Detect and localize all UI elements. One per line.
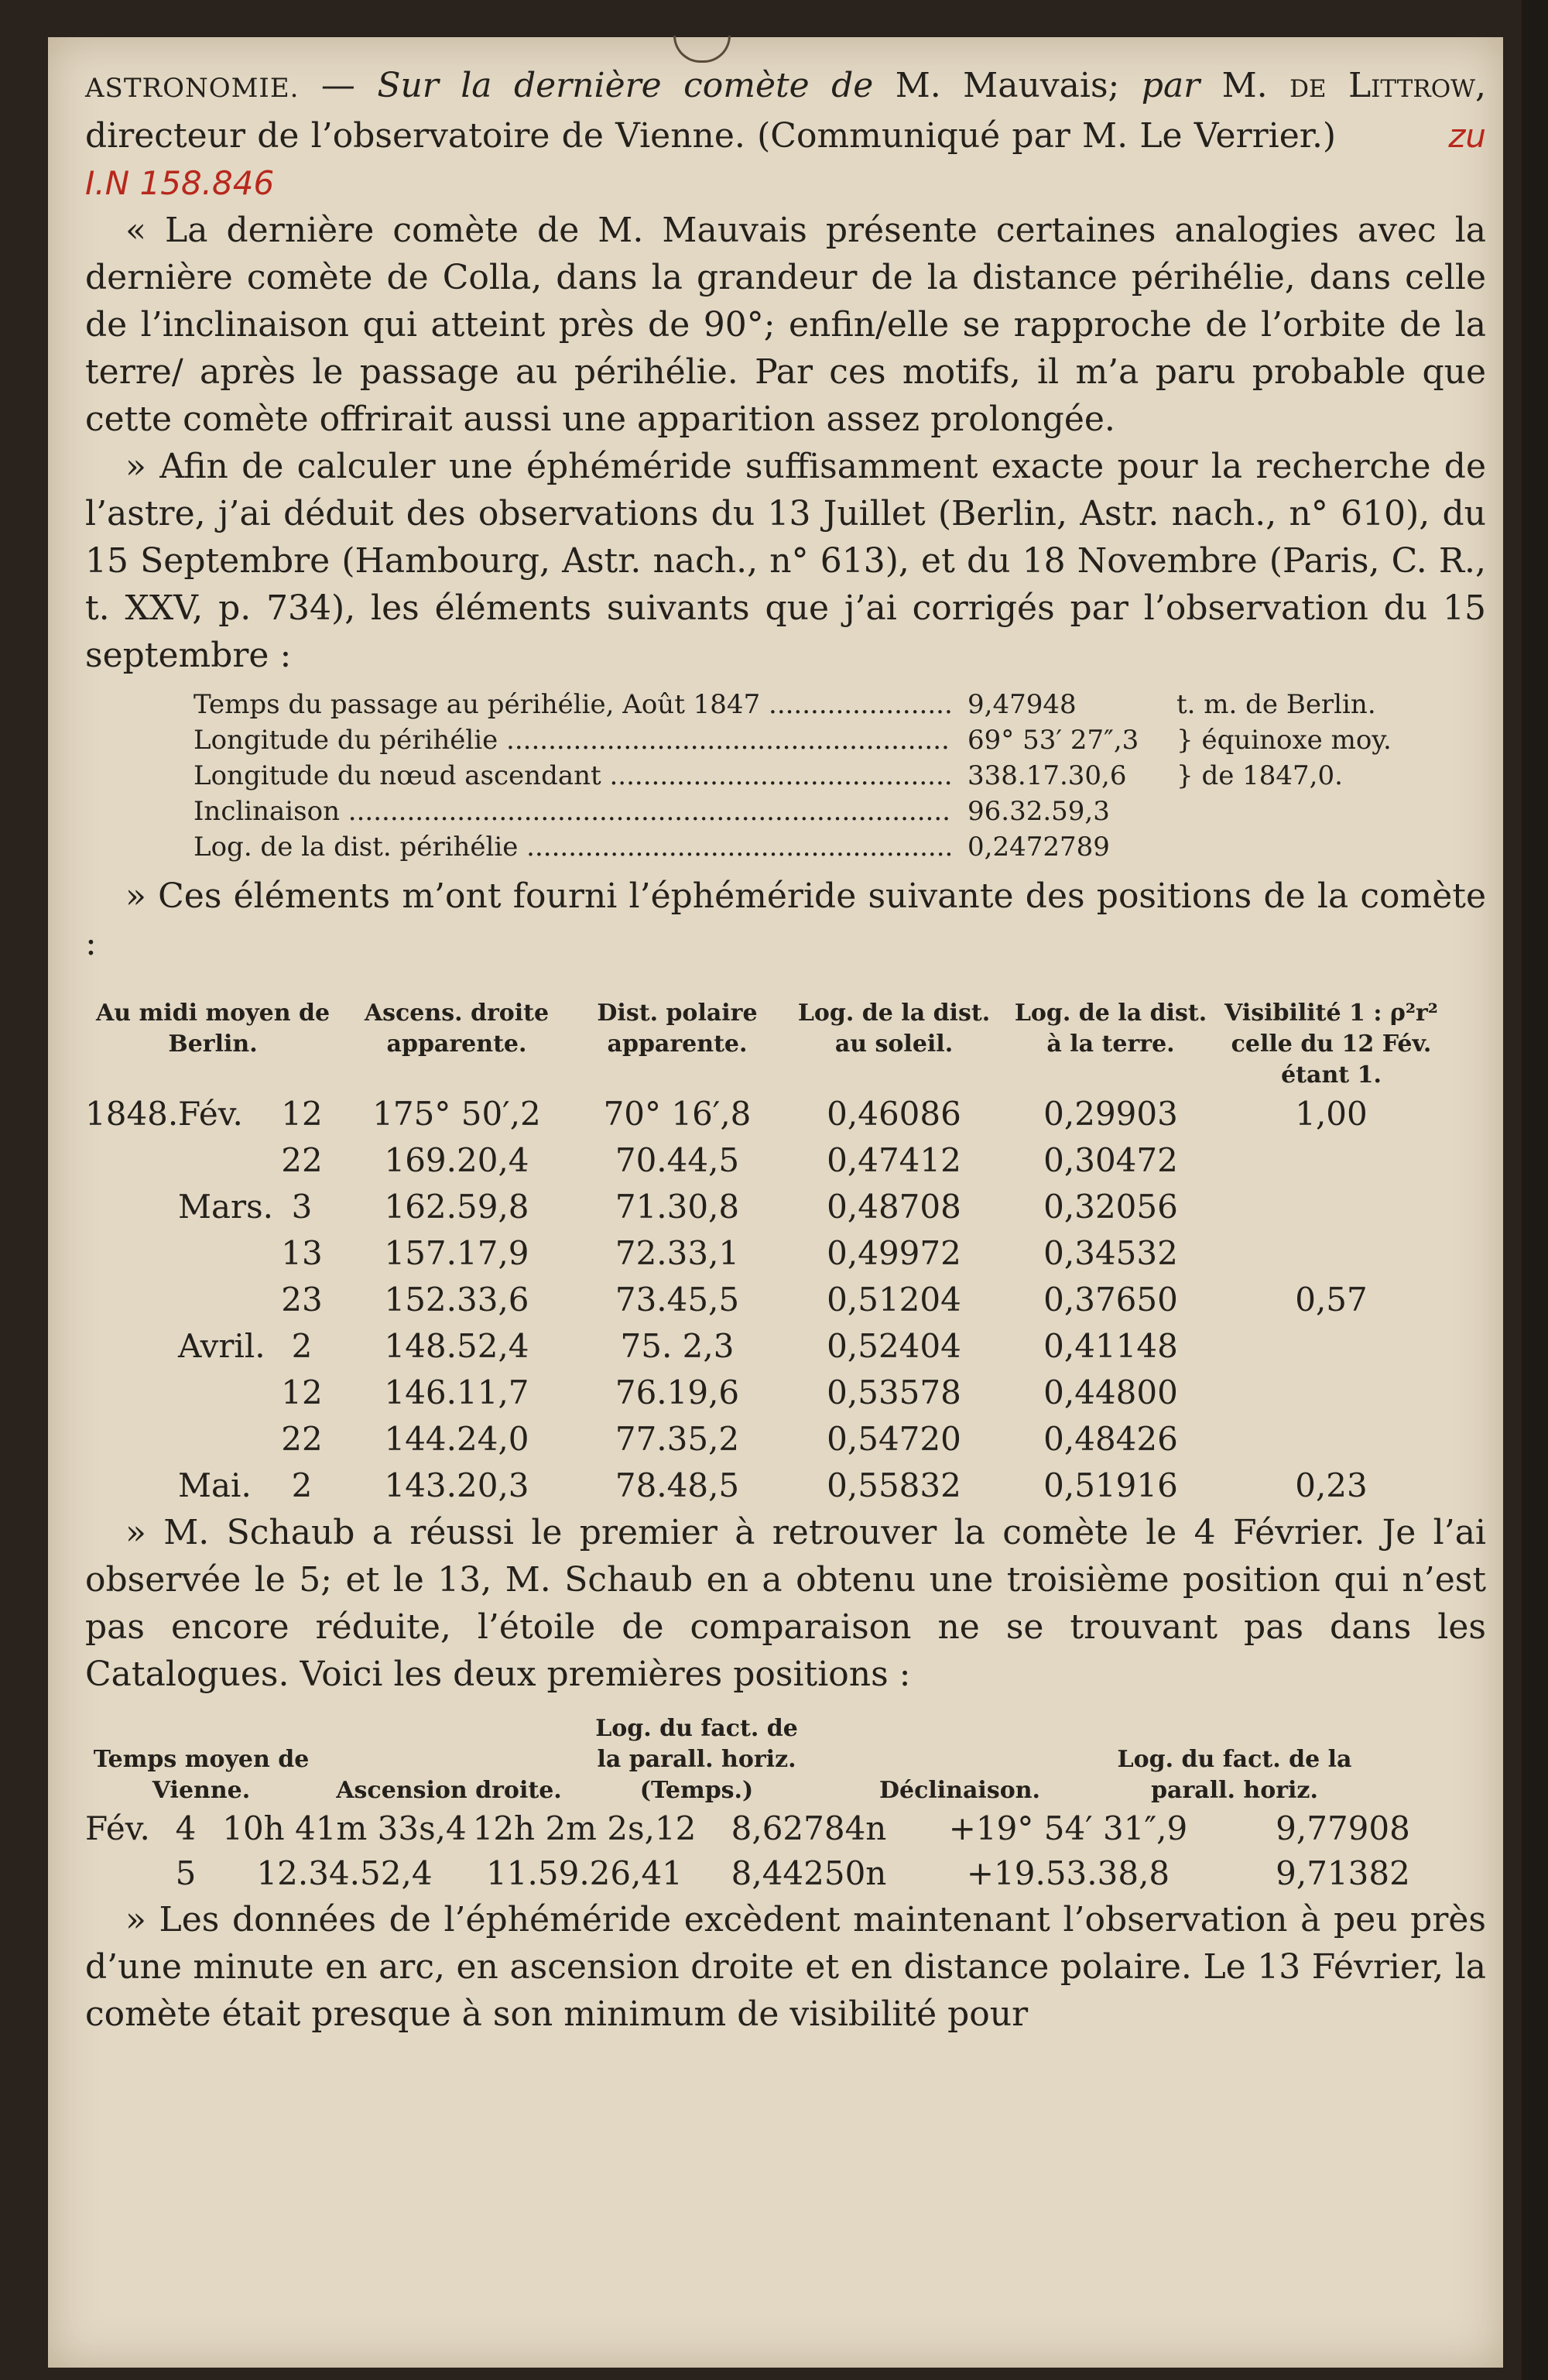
ephemeris-table xyxy=(85,998,1486,1509)
ra-cell: 146.11,7 xyxy=(384,1373,529,1411)
visibility-cell: 1,00 xyxy=(1295,1095,1368,1133)
element-value: 96.32.59,3 xyxy=(968,796,1110,827)
paragraph-1: « La dernière comète de M. Mauvais présente certaines analogies avec la dernière comète de Colla, dans la grandeur de la distance périhélie, dans celle de l’inclinaison qui atteint près de 90°; enfin/elle se rapproche de l’orbite de la terre/ après le passage au périhélie. Par ces motifs, il m’a paru probable que cette comète offrirait aussi une apparition assez prolongée. xyxy=(85,211,1486,439)
element-value: 9,47948 xyxy=(968,689,1077,720)
log-parallax-time-cell: 8,62784n xyxy=(731,1809,887,1847)
month-cell: Mars. xyxy=(178,1188,274,1226)
table-row xyxy=(85,1463,1486,1509)
day-cell: 5 xyxy=(175,1854,197,1892)
pd-cell: 70° 16′,8 xyxy=(603,1095,752,1133)
heading-line2: directeur de l’observatoire de Vienne. (Communiqué par M. Le Verrier.) xyxy=(85,116,1337,156)
element-label: Longitude du périhélie ..... xyxy=(194,722,952,758)
element-label: Longitude du nœud ascendant ..... xyxy=(194,758,952,794)
month-cell: Fév. xyxy=(178,1095,243,1133)
table-row xyxy=(85,1184,1486,1230)
time-cell: 10h 41m 33s,4 xyxy=(222,1809,467,1847)
heading-italic: Sur la dernière comète de xyxy=(377,66,874,105)
log-sun-cell: 0,47412 xyxy=(827,1141,961,1179)
log-sun-cell: 0,52404 xyxy=(827,1327,961,1365)
ra-cell: 157.17,9 xyxy=(384,1234,529,1272)
log-sun-cell: 0,48708 xyxy=(827,1188,961,1226)
document-page xyxy=(85,62,1486,2038)
pd-cell: 72.33,1 xyxy=(615,1234,740,1272)
article-heading: ASTRONOMIE. — Sur la dernière comète de M. Mauvais; par M. de Littrow, directeur de l’observatoire de Vienne. (Communiqué par M. Le Verrier.) zu I.N 158.846 xyxy=(85,66,1486,202)
log-sun-cell: 0,49972 xyxy=(827,1234,961,1272)
year-cell xyxy=(85,1323,178,1370)
pd-cell: 75. 2,3 xyxy=(620,1327,735,1365)
log-earth-cell: 0,51916 xyxy=(1043,1466,1178,1504)
declination-cell: +19° 54′ 31″,9 xyxy=(948,1809,1188,1847)
element-note: } équinoxe moy. xyxy=(1176,725,1392,756)
ra-cell: 175° 50′,2 xyxy=(372,1095,541,1133)
log-earth-cell: 0,37650 xyxy=(1043,1281,1178,1319)
element-label: Inclinaison ..... xyxy=(194,794,952,829)
col-header: Temps moyen de Vienne. xyxy=(93,1746,310,1804)
ra-cell: 162.59,8 xyxy=(384,1188,529,1226)
day-cell: 22 xyxy=(281,1141,323,1179)
year-cell xyxy=(85,1463,178,1509)
log-sun-cell: 0,53578 xyxy=(827,1373,961,1411)
col-header: Log. du fact. de la parall. horiz. (Temps.) xyxy=(595,1715,798,1804)
col-header: Log. de la dist. à la terre. xyxy=(1014,1000,1207,1058)
col-header: Au midi moyen de Berlin. xyxy=(95,1000,330,1058)
ra-cell: 143.20,3 xyxy=(384,1466,529,1504)
element-value: 69° 53′ 27″,3 xyxy=(968,725,1139,756)
year-cell xyxy=(85,1184,178,1230)
year-cell xyxy=(85,1370,178,1416)
table-row xyxy=(85,1370,1486,1416)
month-cell xyxy=(178,1230,263,1277)
day-cell: 13 xyxy=(281,1234,323,1272)
month-cell: Mai. xyxy=(178,1466,252,1504)
log-sun-cell: 0,55832 xyxy=(827,1466,961,1504)
element-row xyxy=(194,722,1486,758)
pd-cell: 71.30,8 xyxy=(615,1188,740,1226)
heading-par: par xyxy=(1141,66,1200,105)
log-parallax-cell: 9,77908 xyxy=(1276,1809,1410,1847)
orbital-elements xyxy=(194,687,1486,865)
log-parallax-cell: 9,71382 xyxy=(1276,1854,1410,1892)
positions-header xyxy=(85,1713,1486,1806)
ra-cell: 144.24,0 xyxy=(384,1420,529,1458)
log-earth-cell: 0,48426 xyxy=(1043,1420,1178,1458)
handwritten-note: zu I.N 158.846 xyxy=(85,117,1486,202)
month-cell: Avril. xyxy=(178,1327,265,1365)
log-earth-cell: 0,29903 xyxy=(1043,1095,1178,1133)
ra-cell: 12h 2m 2s,12 xyxy=(472,1809,697,1847)
log-earth-cell: 0,41148 xyxy=(1043,1327,1178,1365)
ra-cell: 152.33,6 xyxy=(384,1281,529,1319)
day-cell: 4 xyxy=(175,1809,197,1847)
heading-author: M. de Littrow, xyxy=(1221,66,1486,105)
element-note: t. m. de Berlin. xyxy=(1176,689,1376,720)
day-cell: 23 xyxy=(281,1281,323,1319)
month-cell xyxy=(178,1277,263,1323)
pd-cell: 73.45,5 xyxy=(615,1281,740,1319)
col-header: Déclinaison. xyxy=(879,1777,1040,1804)
heading-name: M. Mauvais; xyxy=(895,66,1120,105)
year-cell xyxy=(85,1277,178,1323)
pd-cell: 76.19,6 xyxy=(615,1373,740,1411)
element-label: Log. de la dist. périhélie ..... xyxy=(194,829,952,865)
log-parallax-time-cell: 8,44250n xyxy=(731,1854,887,1892)
visibility-cell xyxy=(1215,1184,1447,1230)
table-row xyxy=(85,1277,1486,1323)
day-cell: 3 xyxy=(291,1188,313,1226)
paragraph-3: » Ces éléments m’ont fourni l’éphéméride suivante des positions de la comète : xyxy=(85,876,1486,963)
paragraph-5: » Les données de l’éphéméride excèdent maintenant l’observation à peu près d’une minute en arc, en ascension droite et en distance polaire. Le 13 Février, la comète était presque à son minimum de visibilité pour xyxy=(85,1900,1486,2034)
log-earth-cell: 0,32056 xyxy=(1043,1188,1178,1226)
table-row xyxy=(85,1137,1486,1184)
day-cell: 12 xyxy=(281,1373,323,1411)
col-header: Log. de la dist. au soleil. xyxy=(797,1000,991,1058)
log-earth-cell: 0,30472 xyxy=(1043,1141,1178,1179)
pd-cell: 78.48,5 xyxy=(615,1466,740,1504)
month-cell xyxy=(178,1137,263,1184)
log-earth-cell: 0,44800 xyxy=(1043,1373,1178,1411)
col-header: Log. du fact. de la parall. horiz. xyxy=(1117,1746,1352,1804)
table-row xyxy=(85,1230,1486,1277)
ephemeris-rows xyxy=(85,1091,1486,1509)
col-header: Visibilité 1 : ρ²r² celle du 12 Fév. étant 1. xyxy=(1224,1000,1438,1089)
ra-cell: 169.20,4 xyxy=(384,1141,529,1179)
table-row xyxy=(85,1091,1486,1137)
table-row xyxy=(85,1416,1486,1463)
visibility-cell xyxy=(1215,1370,1447,1416)
log-sun-cell: 0,54720 xyxy=(827,1420,961,1458)
positions-table xyxy=(85,1713,1486,1896)
element-row xyxy=(194,794,1486,829)
year-cell xyxy=(85,1416,178,1463)
ra-cell: 11.59.26,41 xyxy=(486,1854,683,1892)
table-row xyxy=(85,1806,1486,1851)
element-row xyxy=(194,758,1486,794)
col-header: Ascension droite. xyxy=(336,1777,562,1804)
col-header: Ascens. droite apparente. xyxy=(364,1000,550,1058)
visibility-cell xyxy=(1215,1137,1447,1184)
positions-rows xyxy=(85,1806,1486,1896)
scan-edge xyxy=(1522,0,1548,2380)
element-value: 338.17.30,6 xyxy=(968,760,1127,791)
element-row xyxy=(194,829,1486,865)
time-cell: 12.34.52,4 xyxy=(256,1854,433,1892)
log-sun-cell: 0,46086 xyxy=(827,1095,961,1133)
visibility-cell xyxy=(1215,1323,1447,1370)
year-cell xyxy=(85,1230,178,1277)
visibility-cell xyxy=(1215,1416,1447,1463)
year-cell xyxy=(85,1137,178,1184)
element-label: Temps du passage au périhélie, Août 1847 ..... xyxy=(194,687,952,722)
declination-cell: +19.53.38,8 xyxy=(966,1854,1170,1892)
table-row xyxy=(85,1323,1486,1370)
day-cell: 12 xyxy=(281,1095,323,1133)
element-row xyxy=(194,687,1486,722)
log-earth-cell: 0,34532 xyxy=(1043,1234,1178,1272)
month-cell xyxy=(178,1370,263,1416)
visibility-cell: 0,57 xyxy=(1295,1281,1368,1319)
ra-cell: 148.52,4 xyxy=(384,1327,529,1365)
paragraph-2: » Afin de calculer une éphéméride suffisamment exacte pour la recherche de l’astre, j’ai déduit des observations du 13 Juillet (Berlin, Astr. nach., n° 610), du 15 Septembre (Hambourg, Astr. nach., n° 613), et du 18 Novembre (Paris, C. R., t. XXV, p. 734), les éléments suivants que j’ai corrigés par l’observation du 15 septembre : xyxy=(85,447,1486,675)
day-cell: 2 xyxy=(291,1327,313,1365)
visibility-cell: 0,23 xyxy=(1295,1466,1368,1504)
ephemeris-header xyxy=(85,998,1486,1091)
element-note: } de 1847,0. xyxy=(1176,760,1343,791)
pd-cell: 77.35,2 xyxy=(615,1420,740,1458)
col-header: Dist. polaire apparente. xyxy=(597,1000,758,1058)
month-cell: Fév. xyxy=(85,1809,150,1847)
day-cell: 2 xyxy=(291,1466,313,1504)
element-value: 0,2472789 xyxy=(968,832,1110,862)
pd-cell: 70.44,5 xyxy=(615,1141,740,1179)
heading-title: ASTRONOMIE. xyxy=(85,73,300,104)
log-sun-cell: 0,51204 xyxy=(827,1281,961,1319)
visibility-cell xyxy=(1215,1230,1447,1277)
year-cell: 1848. xyxy=(85,1095,179,1133)
month-cell xyxy=(178,1416,263,1463)
table-row xyxy=(85,1851,1486,1896)
paragraph-4: » M. Schaub a réussi le premier à retrouver la comète le 4 Février. Je l’ai observée le 5; et le 13, M. Schaub en a obtenu une troisième position qui n’est pas encore réduite, l’étoile de comparaison ne se trouvant pas dans les Catalogues. Voici les deux premières positions : xyxy=(85,1513,1486,1694)
day-cell: 22 xyxy=(281,1420,323,1458)
month-cell xyxy=(85,1851,155,1896)
